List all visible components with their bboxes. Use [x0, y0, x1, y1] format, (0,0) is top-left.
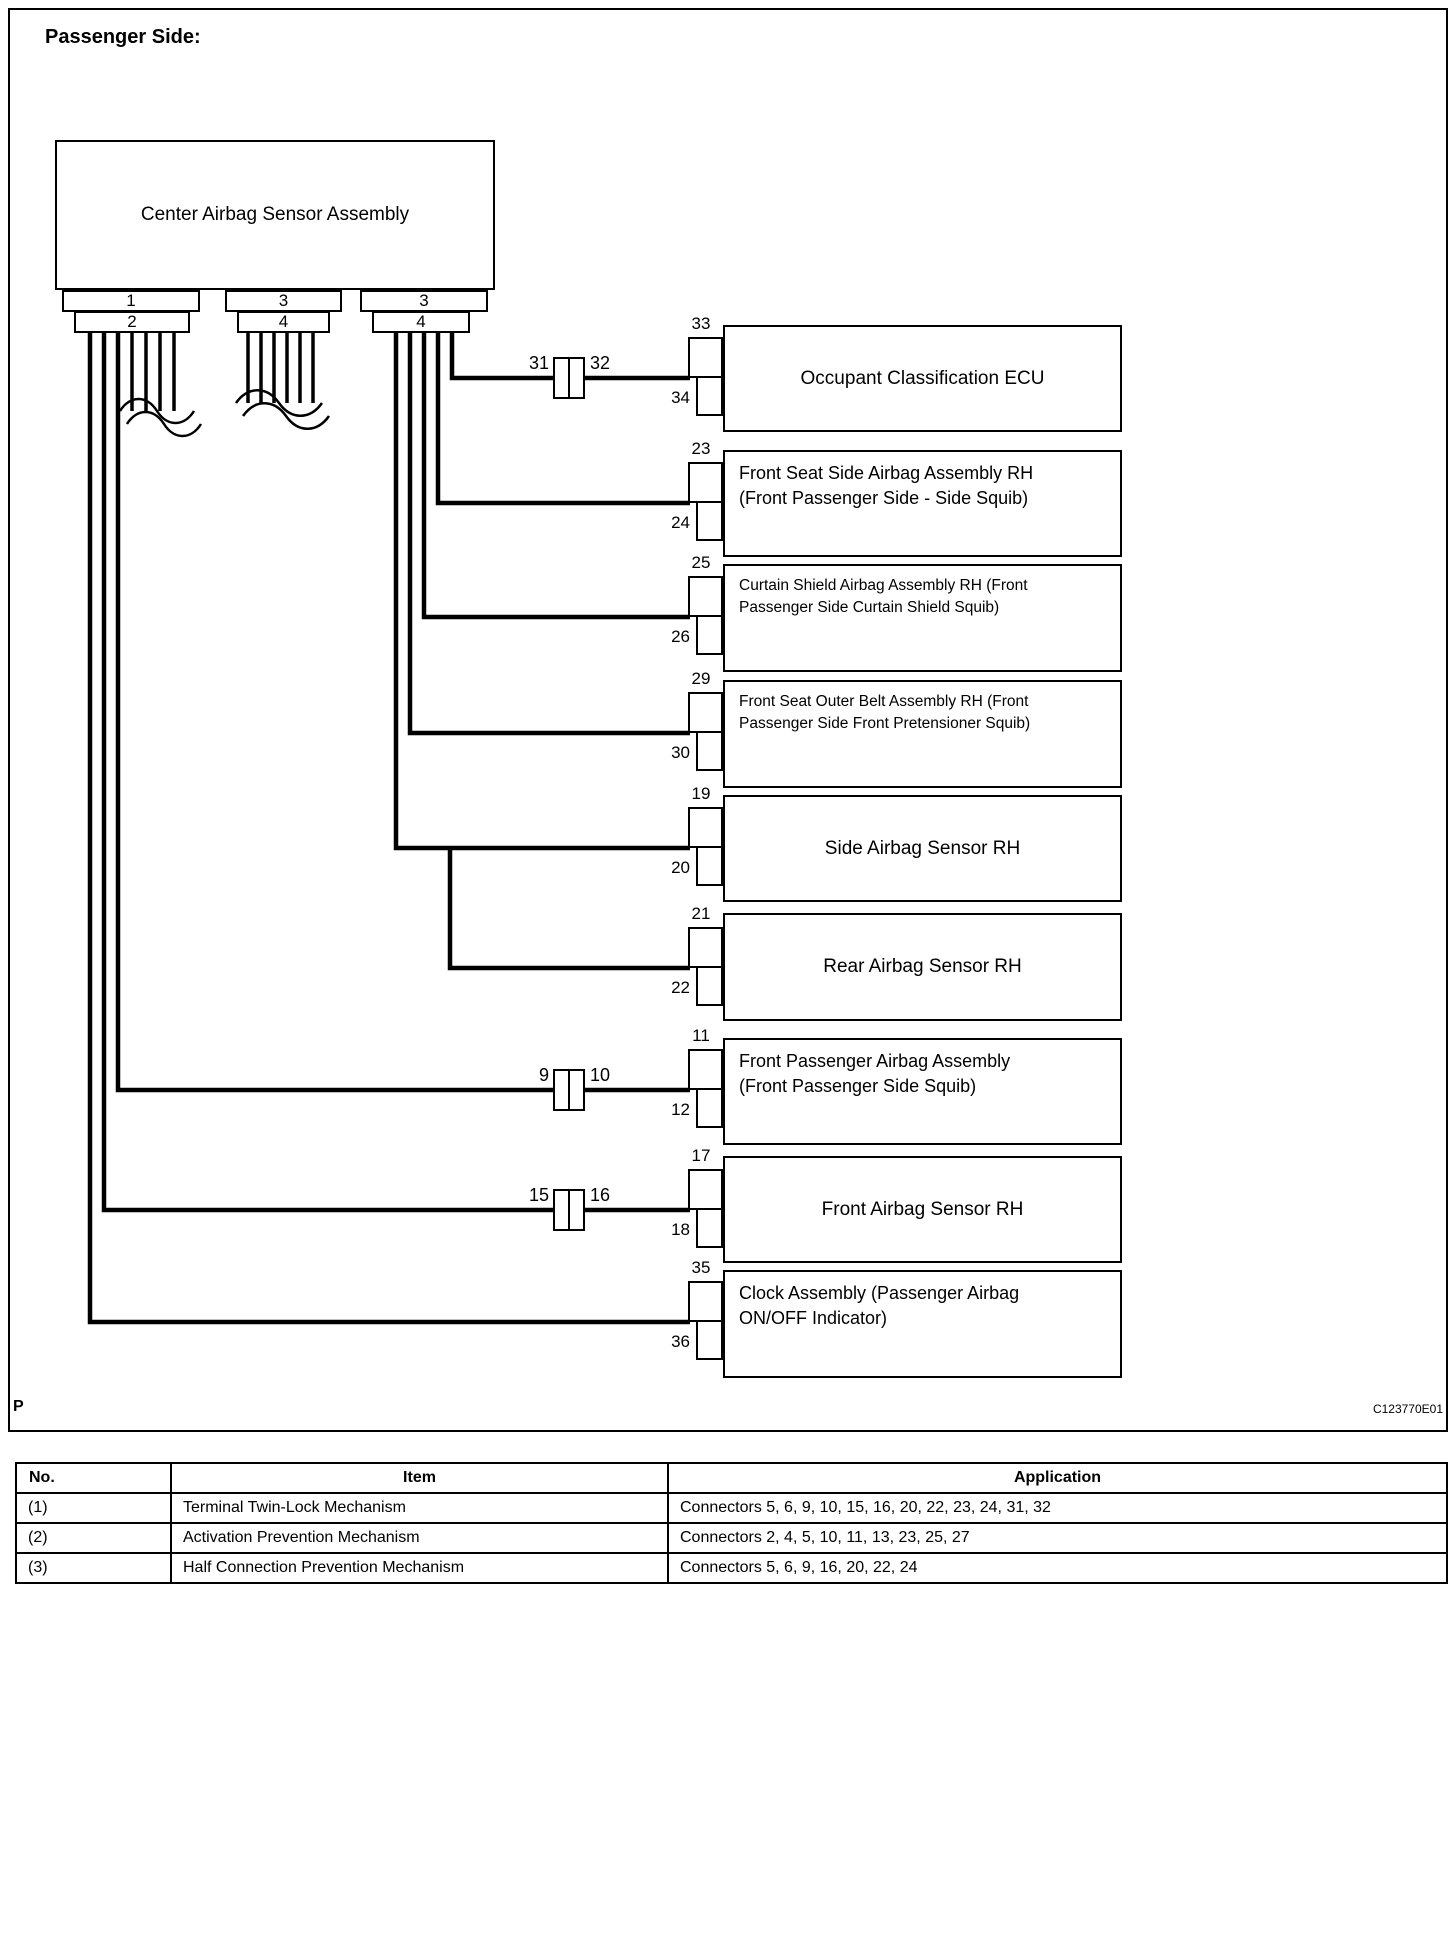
connector-number: 31 — [528, 353, 549, 373]
cell-application: Connectors 5, 6, 9, 10, 15, 16, 20, 22, 23, 24, 31, 32 — [668, 1493, 1447, 1523]
assembly-connector-1: 1 — [62, 290, 200, 312]
component-connector-block — [688, 337, 723, 378]
component-label: (Front Passenger Side Squib) — [739, 1076, 977, 1096]
center-airbag-sensor-assembly-box — [55, 140, 495, 290]
pin-number: 18 — [671, 1220, 690, 1239]
connector-number: 10 — [590, 1065, 611, 1085]
component-box-front-passenger-airbag — [723, 1038, 1122, 1145]
header-application: Application — [668, 1463, 1447, 1493]
assembly-connector-3a: 3 — [225, 290, 342, 312]
pin-number: 19 — [691, 784, 711, 803]
component-connector-block — [688, 1281, 723, 1322]
header-item: Item — [171, 1463, 668, 1493]
pin-number: 35 — [691, 1258, 711, 1277]
figure-code: C123770E01 — [1372, 1402, 1443, 1416]
connector-number: 32 — [590, 353, 611, 373]
pin-number: 33 — [691, 314, 711, 333]
connector-number: 9 — [538, 1065, 549, 1085]
component-label: Front Airbag Sensor RH — [821, 1198, 1024, 1220]
component-label: Side Airbag Sensor RH — [824, 837, 1021, 859]
component-connector-block — [696, 501, 723, 541]
connector-half — [568, 1069, 585, 1111]
inline-connector-9-10 — [553, 1069, 585, 1111]
component-label: ON/OFF Indicator) — [739, 1308, 888, 1328]
diagram-title: Passenger Side: — [45, 26, 201, 48]
component-connector-block — [688, 462, 723, 503]
component-connector-block — [696, 1208, 723, 1248]
component-box-side-airbag-sensor — [723, 795, 1122, 902]
component-connector-block — [696, 1088, 723, 1128]
component-label: Occupant Classification ECU — [800, 367, 1045, 389]
cell-application: Connectors 5, 6, 9, 16, 20, 22, 24 — [668, 1553, 1447, 1583]
legend-table — [15, 1462, 1448, 1584]
component-box-outer-belt — [723, 680, 1122, 788]
cell-application: Connectors 2, 4, 5, 10, 11, 13, 23, 25, 27 — [668, 1523, 1447, 1553]
component-connector-block — [696, 615, 723, 655]
legend-row — [16, 1523, 1447, 1553]
component-connector-block — [688, 807, 723, 848]
component-connector-block — [688, 576, 723, 617]
component-connector-block — [696, 846, 723, 886]
component-connector-block — [696, 966, 723, 1006]
legend-row — [16, 1553, 1447, 1583]
cell-no: (1) — [16, 1493, 171, 1523]
center-airbag-sensor-assembly-label: Center Airbag Sensor Assembly — [140, 204, 410, 225]
assembly-connector-3b: 3 — [360, 290, 488, 312]
component-label: Clock Assembly (Passenger Airbag — [739, 1283, 1020, 1303]
component-label: Passenger Side Curtain Shield Squib) — [739, 599, 1000, 616]
cell-no: (3) — [16, 1553, 171, 1583]
connector-half — [568, 1189, 585, 1231]
component-label: Curtain Shield Airbag Assembly RH (Front — [739, 577, 1028, 594]
pin-number: 24 — [671, 513, 690, 532]
inline-connector-15-16 — [553, 1189, 585, 1231]
pin-number: 26 — [671, 627, 690, 646]
pin-number: 20 — [671, 858, 690, 877]
component-box-occupant-classification-ecu — [723, 325, 1122, 432]
component-connector-block — [688, 692, 723, 733]
pin-number: 22 — [671, 978, 690, 997]
component-label: Passenger Side Front Pretensioner Squib) — [739, 715, 1031, 732]
component-box-front-airbag-sensor — [723, 1156, 1122, 1263]
cell-item: Terminal Twin-Lock Mechanism — [171, 1493, 668, 1523]
header-no: No. — [16, 1463, 171, 1493]
pin-number: 34 — [671, 388, 690, 407]
component-label: Front Seat Side Airbag Assembly RH — [739, 463, 1034, 483]
assembly-connector-2: 2 — [74, 311, 190, 333]
pin-number: 21 — [691, 904, 711, 923]
component-label: Front Passenger Airbag Assembly — [739, 1051, 1011, 1071]
pin-number: 17 — [691, 1146, 711, 1165]
component-connector-block — [688, 1169, 723, 1210]
pin-number: 29 — [691, 669, 711, 688]
connector-number: 15 — [528, 1185, 549, 1205]
component-box-clock-assembly — [723, 1270, 1122, 1378]
component-label: Front Seat Outer Belt Assembly RH (Front — [739, 693, 1029, 710]
component-connector-block — [696, 731, 723, 771]
pin-number: 11 — [692, 1026, 710, 1045]
pin-number: 30 — [671, 743, 690, 762]
connector-half — [568, 357, 585, 399]
component-label: (Front Passenger Side - Side Squib) — [739, 488, 1029, 508]
cell-item: Half Connection Prevention Mechanism — [171, 1553, 668, 1583]
component-box-rear-airbag-sensor — [723, 913, 1122, 1021]
pin-number: 25 — [691, 553, 711, 572]
component-connector-block — [696, 376, 723, 416]
connector-number: 16 — [590, 1185, 611, 1205]
component-box-front-seat-side-airbag — [723, 450, 1122, 557]
pin-number: 36 — [671, 1332, 690, 1351]
legend-row — [16, 1493, 1447, 1523]
cell-item: Activation Prevention Mechanism — [171, 1523, 668, 1553]
component-connector-block — [696, 1320, 723, 1360]
component-label: Rear Airbag Sensor RH — [823, 956, 1022, 977]
component-box-curtain-shield-airbag — [723, 564, 1122, 672]
page-letter: P — [13, 1398, 24, 1415]
cell-no: (2) — [16, 1523, 171, 1553]
pin-number: 23 — [691, 439, 711, 458]
assembly-connector-4b: 4 — [372, 311, 470, 333]
component-connector-block — [688, 927, 723, 968]
inline-connector-31-32 — [553, 357, 585, 399]
assembly-connector-4a: 4 — [237, 311, 330, 333]
pin-number: 12 — [671, 1100, 690, 1119]
component-connector-block — [688, 1049, 723, 1090]
legend-header-row — [16, 1463, 1447, 1493]
